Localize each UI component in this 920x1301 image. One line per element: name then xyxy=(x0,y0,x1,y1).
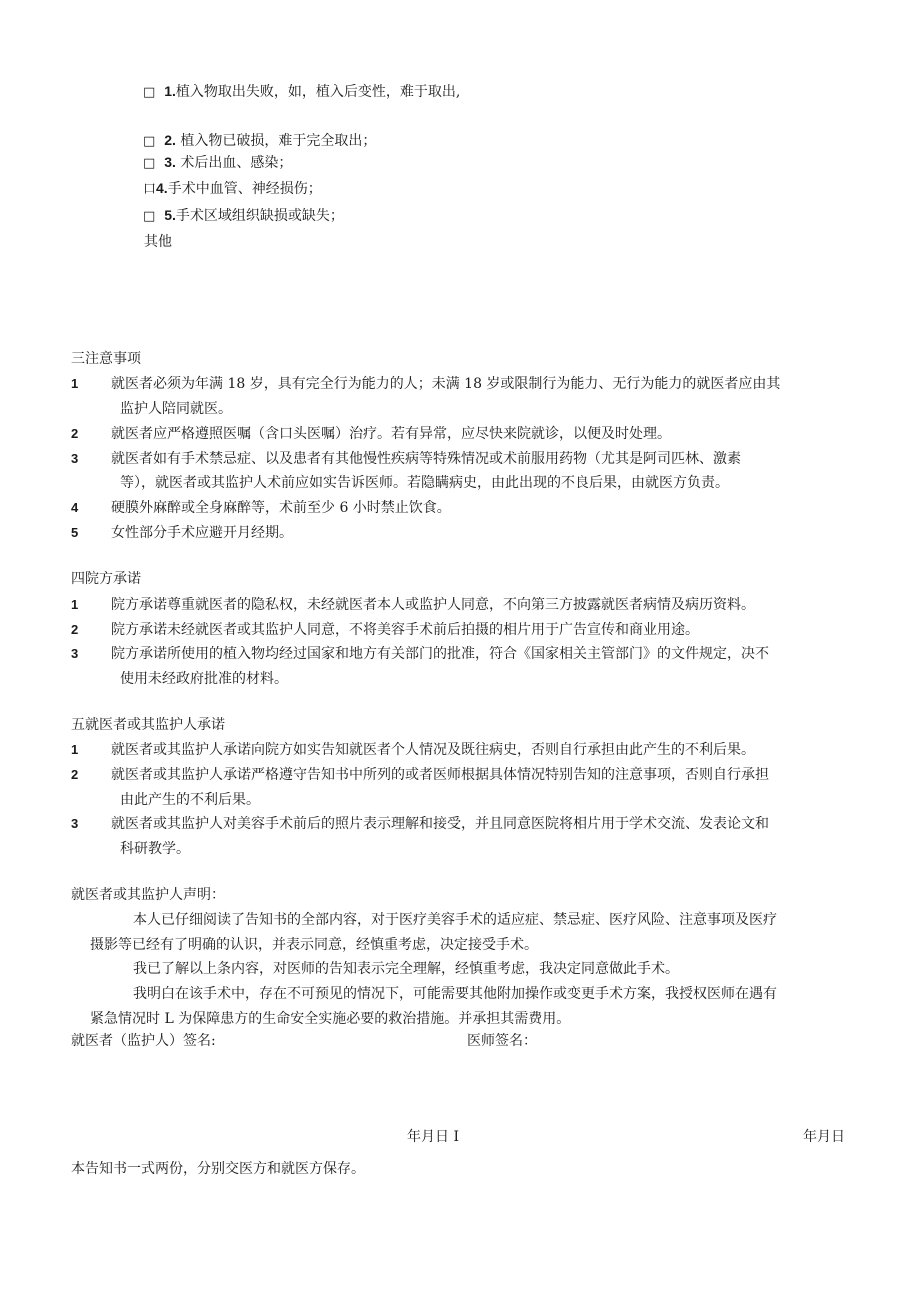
item-text: 监护人陪同就医。 xyxy=(120,401,232,417)
item-number: 2 xyxy=(71,622,79,637)
declaration-text: 紧急情况时 L 为保障患方的生命安全实施必要的救治措施。并承担其需费用。 xyxy=(90,1011,571,1027)
risk-item: 口4.手术中血管、神经损伤； xyxy=(143,180,322,197)
item-text: 就医者应严格遵照医嘱（含口头医嘱）治疗。若有异常，应尽快来院就诊，以便及时处理。 xyxy=(111,426,671,442)
item-number: 4 xyxy=(71,500,79,515)
item-number: 3 xyxy=(71,646,79,661)
declaration-text: 本人已仔细阅读了告知书的全部内容，对于医疗美容手术的适应症、禁忌症、医疗风险、注意事项及医疗 xyxy=(133,912,777,928)
item-text: 就医者如有手术禁忌症、以及患者有其他慢性疾病等特殊情况或术前服用药物（尤其是阿司匹林、激素 xyxy=(111,451,741,467)
item-number: 2 xyxy=(71,426,79,441)
item-text: 就医者或其监护人对美容手术前后的照片表示理解和接受，并且同意医院将相片用于学术交流、发表论文和 xyxy=(111,816,769,832)
item-number: 5 xyxy=(71,525,79,540)
item-number: 1 xyxy=(71,742,79,757)
item-text: 由此产生的不利后果。 xyxy=(120,792,260,808)
item-text: 院方承诺未经就医者或其监护人同意，不将美容手术前后拍摄的相片用于广告宣传和商业用途。 xyxy=(111,622,699,638)
item-text: 女性部分手术应避开月经期。 xyxy=(111,525,293,541)
risk-item: □ 3. 术后出血、感染； xyxy=(143,154,293,171)
checkbox-icon[interactable]: 口 xyxy=(143,182,157,197)
declaration-text: 我已了解以上条内容，对医师的告知表示完全理解，经慎重考虑，我决定同意做此手术。 xyxy=(133,961,679,977)
checkbox-icon[interactable]: □ xyxy=(143,209,156,224)
item-text: 使用未经政府批准的材料。 xyxy=(120,671,288,687)
declaration-title: 就医者或其监护人声明： xyxy=(71,887,225,903)
item-text: 就医者或其监护人承诺严格遵守告知书中所列的或者医师根据具体情况特别告知的注意事项，否则自行承担 xyxy=(111,767,769,783)
risk-item: □ 5.手术区域组织缺损或缺失； xyxy=(143,207,344,224)
doctor-signature-field[interactable] xyxy=(540,1030,780,1050)
item-text: 就医者必须为年满 18 岁，具有完全行为能力的人；未满 18 岁或限制行为能力、无行为能力的就医者应由其 xyxy=(111,376,781,392)
declaration-text: 我明白在该手术中，存在不可预见的情况下，可能需要其他附加操作或变更手术方案，我授权医师在遇有 xyxy=(133,986,777,1002)
declaration-text: 摄影等已经有了明确的认识，并表示同意，经慎重考虑，决定接受手术。 xyxy=(90,937,538,953)
item-text: 科研教学。 xyxy=(120,841,190,857)
footer-note: 本告知书一式两份，分别交医方和就医方保存。 xyxy=(71,1161,365,1177)
risk-item: □ 1.植入物取出失败，如，植入后变性，难于取出, xyxy=(143,83,461,100)
item-text: 等），就医者或其监护人术前应如实告诉医师。若隐瞒病史，由此出现的不良后果，由就医方负责。 xyxy=(120,475,729,491)
risk-item: □ 2. 植入物已破损，难于完全取出； xyxy=(143,132,377,149)
item-number: 3 xyxy=(71,816,79,831)
item-number: 2 xyxy=(71,767,79,782)
patient-date: 年月日 I xyxy=(407,1129,459,1145)
doctor-signature-label: 医师签名： xyxy=(467,1033,537,1049)
item-number: 1 xyxy=(71,376,79,391)
checkbox-icon[interactable]: □ xyxy=(143,134,156,149)
section-title: 四院方承诺 xyxy=(71,571,141,587)
item-number: 1 xyxy=(71,597,79,612)
checkbox-icon[interactable]: □ xyxy=(143,156,156,171)
section-title: 五就医者或其监护人承诺 xyxy=(71,717,225,733)
item-number: 3 xyxy=(71,451,79,466)
item-text: 院方承诺尊重就医者的隐私权，未经就医者本人或监护人同意，不向第三方披露就医者病情及病历资料。 xyxy=(111,597,755,613)
item-text: 院方承诺所使用的植入物均经过国家和地方有关部门的批准，符合《国家相关主管部门》的文件规定，决不 xyxy=(111,646,769,662)
patient-signature-field[interactable] xyxy=(237,1030,457,1050)
risk-other: 其他 xyxy=(144,234,172,250)
patient-signature-label: 就医者（监护人）签名: xyxy=(71,1033,216,1049)
item-text: 硬膜外麻醉或全身麻醉等，术前至少 6 小时禁止饮食。 xyxy=(111,500,451,516)
doctor-date: 年月日 xyxy=(803,1129,845,1145)
checkbox-icon[interactable]: □ xyxy=(143,85,156,100)
item-text: 就医者或其监护人承诺向院方如实告知就医者个人情况及既往病史，否则自行承担由此产生的不利后果。 xyxy=(111,742,755,758)
section-title: 三注意事项 xyxy=(71,351,141,367)
